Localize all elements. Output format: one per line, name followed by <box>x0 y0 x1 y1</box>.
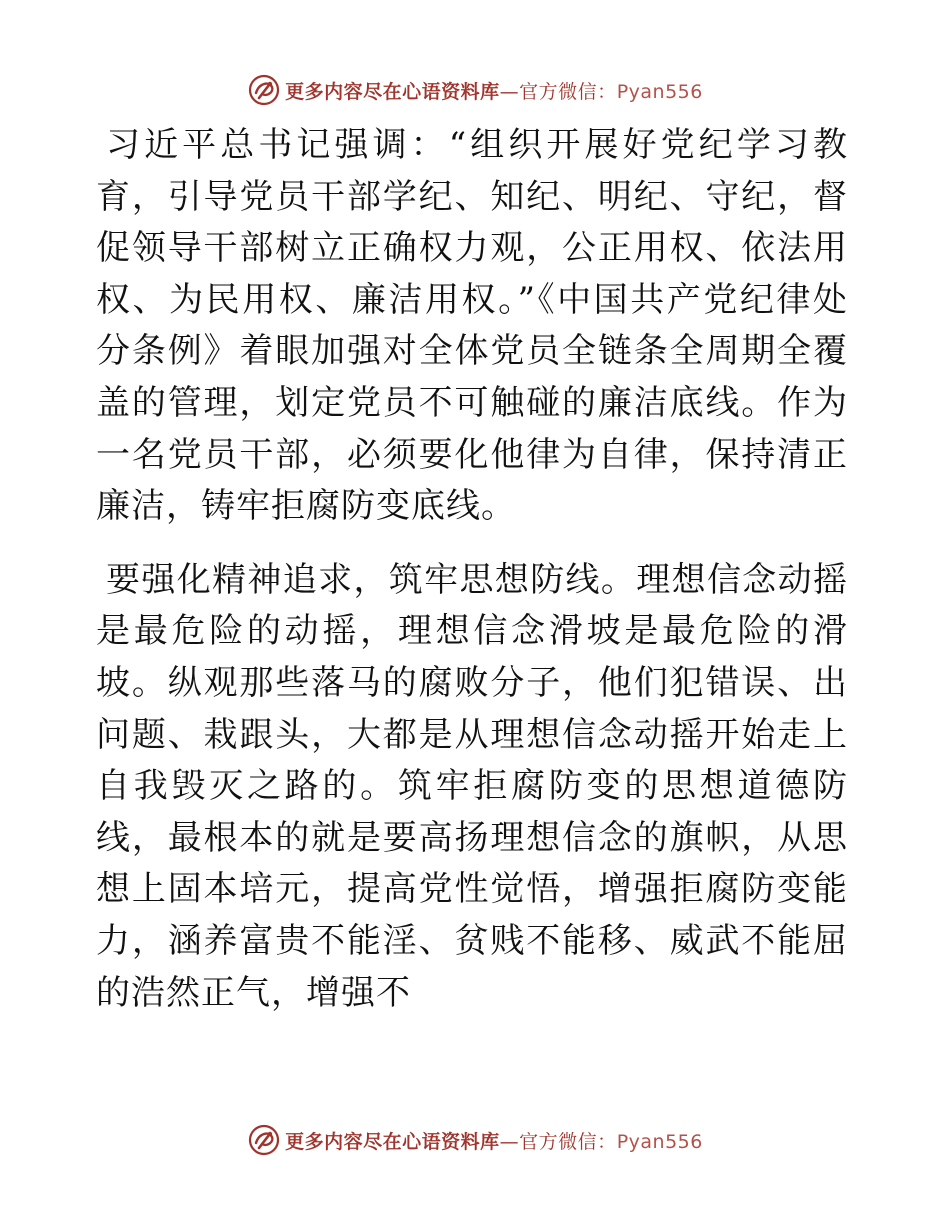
watermark-main-text: 更多内容尽在心语资料库 <box>285 80 500 103</box>
swirl-logo-icon <box>247 1123 281 1157</box>
watermark-text <box>285 1127 703 1154</box>
watermark-main-text: 更多内容尽在心语资料库 <box>285 1130 500 1153</box>
paragraph-1: 习近平总书记强调：“组织开展好党纪学习教育，引导党员干部学纪、知纪、明纪、守纪，督促领导干部树立正确权力观，公正用权、依法用权、为民用权、廉洁用权。”《中国共产党纪律处分条例》着眼加强对全体党员全链条全周期全覆盖的管理，划定党员不可触碰的廉洁底线。作为一名党员干部，必须要化他律为自律，保持清正廉洁，铸牢拒腐防变底线。 <box>96 125 848 527</box>
watermark-separator: — <box>499 1130 520 1153</box>
header-watermark <box>0 70 950 110</box>
watermark-separator: — <box>499 80 520 103</box>
watermark-wechat-id: Pyan556 <box>616 1130 703 1153</box>
footer-watermark <box>0 1120 950 1160</box>
watermark-wechat-id: Pyan556 <box>616 80 703 103</box>
document-body <box>96 120 848 1019</box>
watermark-text <box>285 77 703 104</box>
watermark-wechat-label: 官方微信： <box>519 1130 617 1153</box>
paragraph-2: 要强化精神追求，筑牢思想防线。理想信念动摇是最危险的动摇，理想信念滑坡是最危险的滑坡。纵观那些落马的腐败分子，他们犯错误、出问题、栽跟头，大都是从理想信念动摇开始走上自我毁灭之路的。筑牢拒腐防变的思想道德防线，最根本的就是要高扬理想信念的旗帜，从思想上固本培元，提高党性觉悟，增强拒腐防变能力，涵养富贵不能淫、贫贱不能移、威武不能屈的浩然正气，增强不 <box>96 559 848 1013</box>
swirl-logo-icon <box>247 73 281 107</box>
watermark-wechat-label: 官方微信： <box>519 80 617 103</box>
